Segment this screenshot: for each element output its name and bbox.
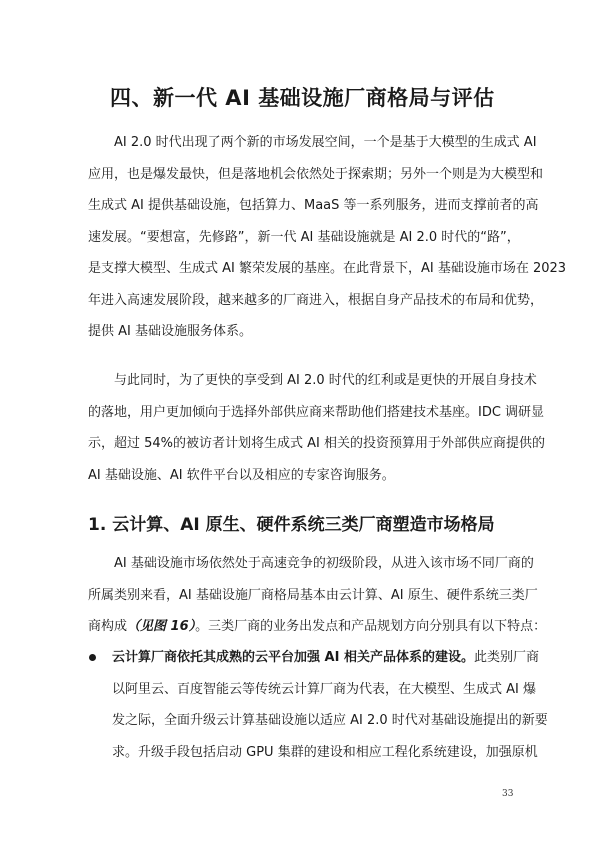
paragraph-line: 所属类别来看，AI 基础设施厂商格局基本由云计算、AI 原生、硬件系统三类厂 [88, 587, 538, 603]
paragraph-1 [88, 127, 567, 348]
paragraph-line: AI 基础设施市场依然处于高速竞争的初级阶段，从进入该市场不同厂商的 [114, 556, 534, 571]
paragraph-line: 生成式 AI 提供基础设施，包括算力、MaaS 等一系列服务，进而支撑前者的高 [88, 198, 539, 213]
paragraph-line: 速发展。“要想富，先修路”，新一代 AI 基础设施就是 AI 2.0 时代的“路”， [88, 229, 520, 245]
page-number: 33 [502, 789, 514, 799]
paragraph-line [88, 611, 547, 643]
bullet-item [112, 642, 548, 768]
figure-reference-link[interactable]: （见图 16） [127, 619, 196, 634]
paragraph-line: 是支撑大模型、生成式 AI 繁荣发展的基座。在此背景下，AI 基础设施市场在 2023 [88, 261, 567, 276]
paragraph-line: AI 基础设施、AI 软件平台以及相应的专家咨询服务。 [88, 467, 395, 483]
paragraph-line: 提供 AI 基础设施服务体系。 [88, 324, 252, 339]
paragraph-line: 求。升级手段包括启动 GPU 集群的建设和相应工程化系统建设，加强原机 [112, 744, 538, 760]
bullet-bold-lead: 云计算厂商依托其成熟的云平台加强 AI 相关产品体系的建设。 [112, 650, 474, 665]
text-run: 商构成 [88, 619, 128, 634]
paragraph-line: 年进入高速发展阶段，越来越多的厂商进入，根据自身产品技术的布局和优势， [88, 292, 544, 308]
paragraph-3 [88, 548, 547, 643]
paragraph-line: 的落地，用户更加倾向于选择外部供应商来帮助他们搭建技术基座。IDC 调研显 [88, 404, 545, 420]
paragraph-line: 与此同时，为了更快的享受到 AI 2.0 时代的红利或是更快的开展自身技术 [114, 373, 537, 388]
paragraph-line: AI 2.0 时代出现了两个新的市场发展空间，一个是基于大模型的生成式 AI [114, 135, 537, 150]
paragraph-line: 应用，也是爆发最快，但是落地机会依然处于探索期；另外一个则是为大模型和 [88, 166, 544, 182]
text-run: 此类别厂商 [473, 650, 539, 665]
bullet-dot-icon [89, 654, 96, 661]
paragraph-line: 示，超过 54%的被访者计划将生成式 AI 相关的投资预算用于外部供应商提供的 [88, 436, 546, 451]
paragraph-line [112, 642, 539, 674]
subsection-heading: 1. 云计算、AI 原生、硬件系统三类厂商塑造市场格局 [88, 515, 495, 535]
paragraph-line: 发之际，全面升级云计算基础设施以适应 AI 2.0 时代对基础设施提出的新要 [112, 713, 548, 728]
section-heading: 四、新一代 AI 基础设施厂商格局与评估 [110, 86, 495, 110]
paragraph-line: 以阿里云、百度智能云等传统云计算厂商为代表，在大模型、生成式 AI 爆 [112, 681, 536, 697]
paragraph-2 [88, 365, 546, 491]
text-run: 。三类厂商的业务出发点和产品规划方向分别具有以下特点： [195, 619, 547, 634]
